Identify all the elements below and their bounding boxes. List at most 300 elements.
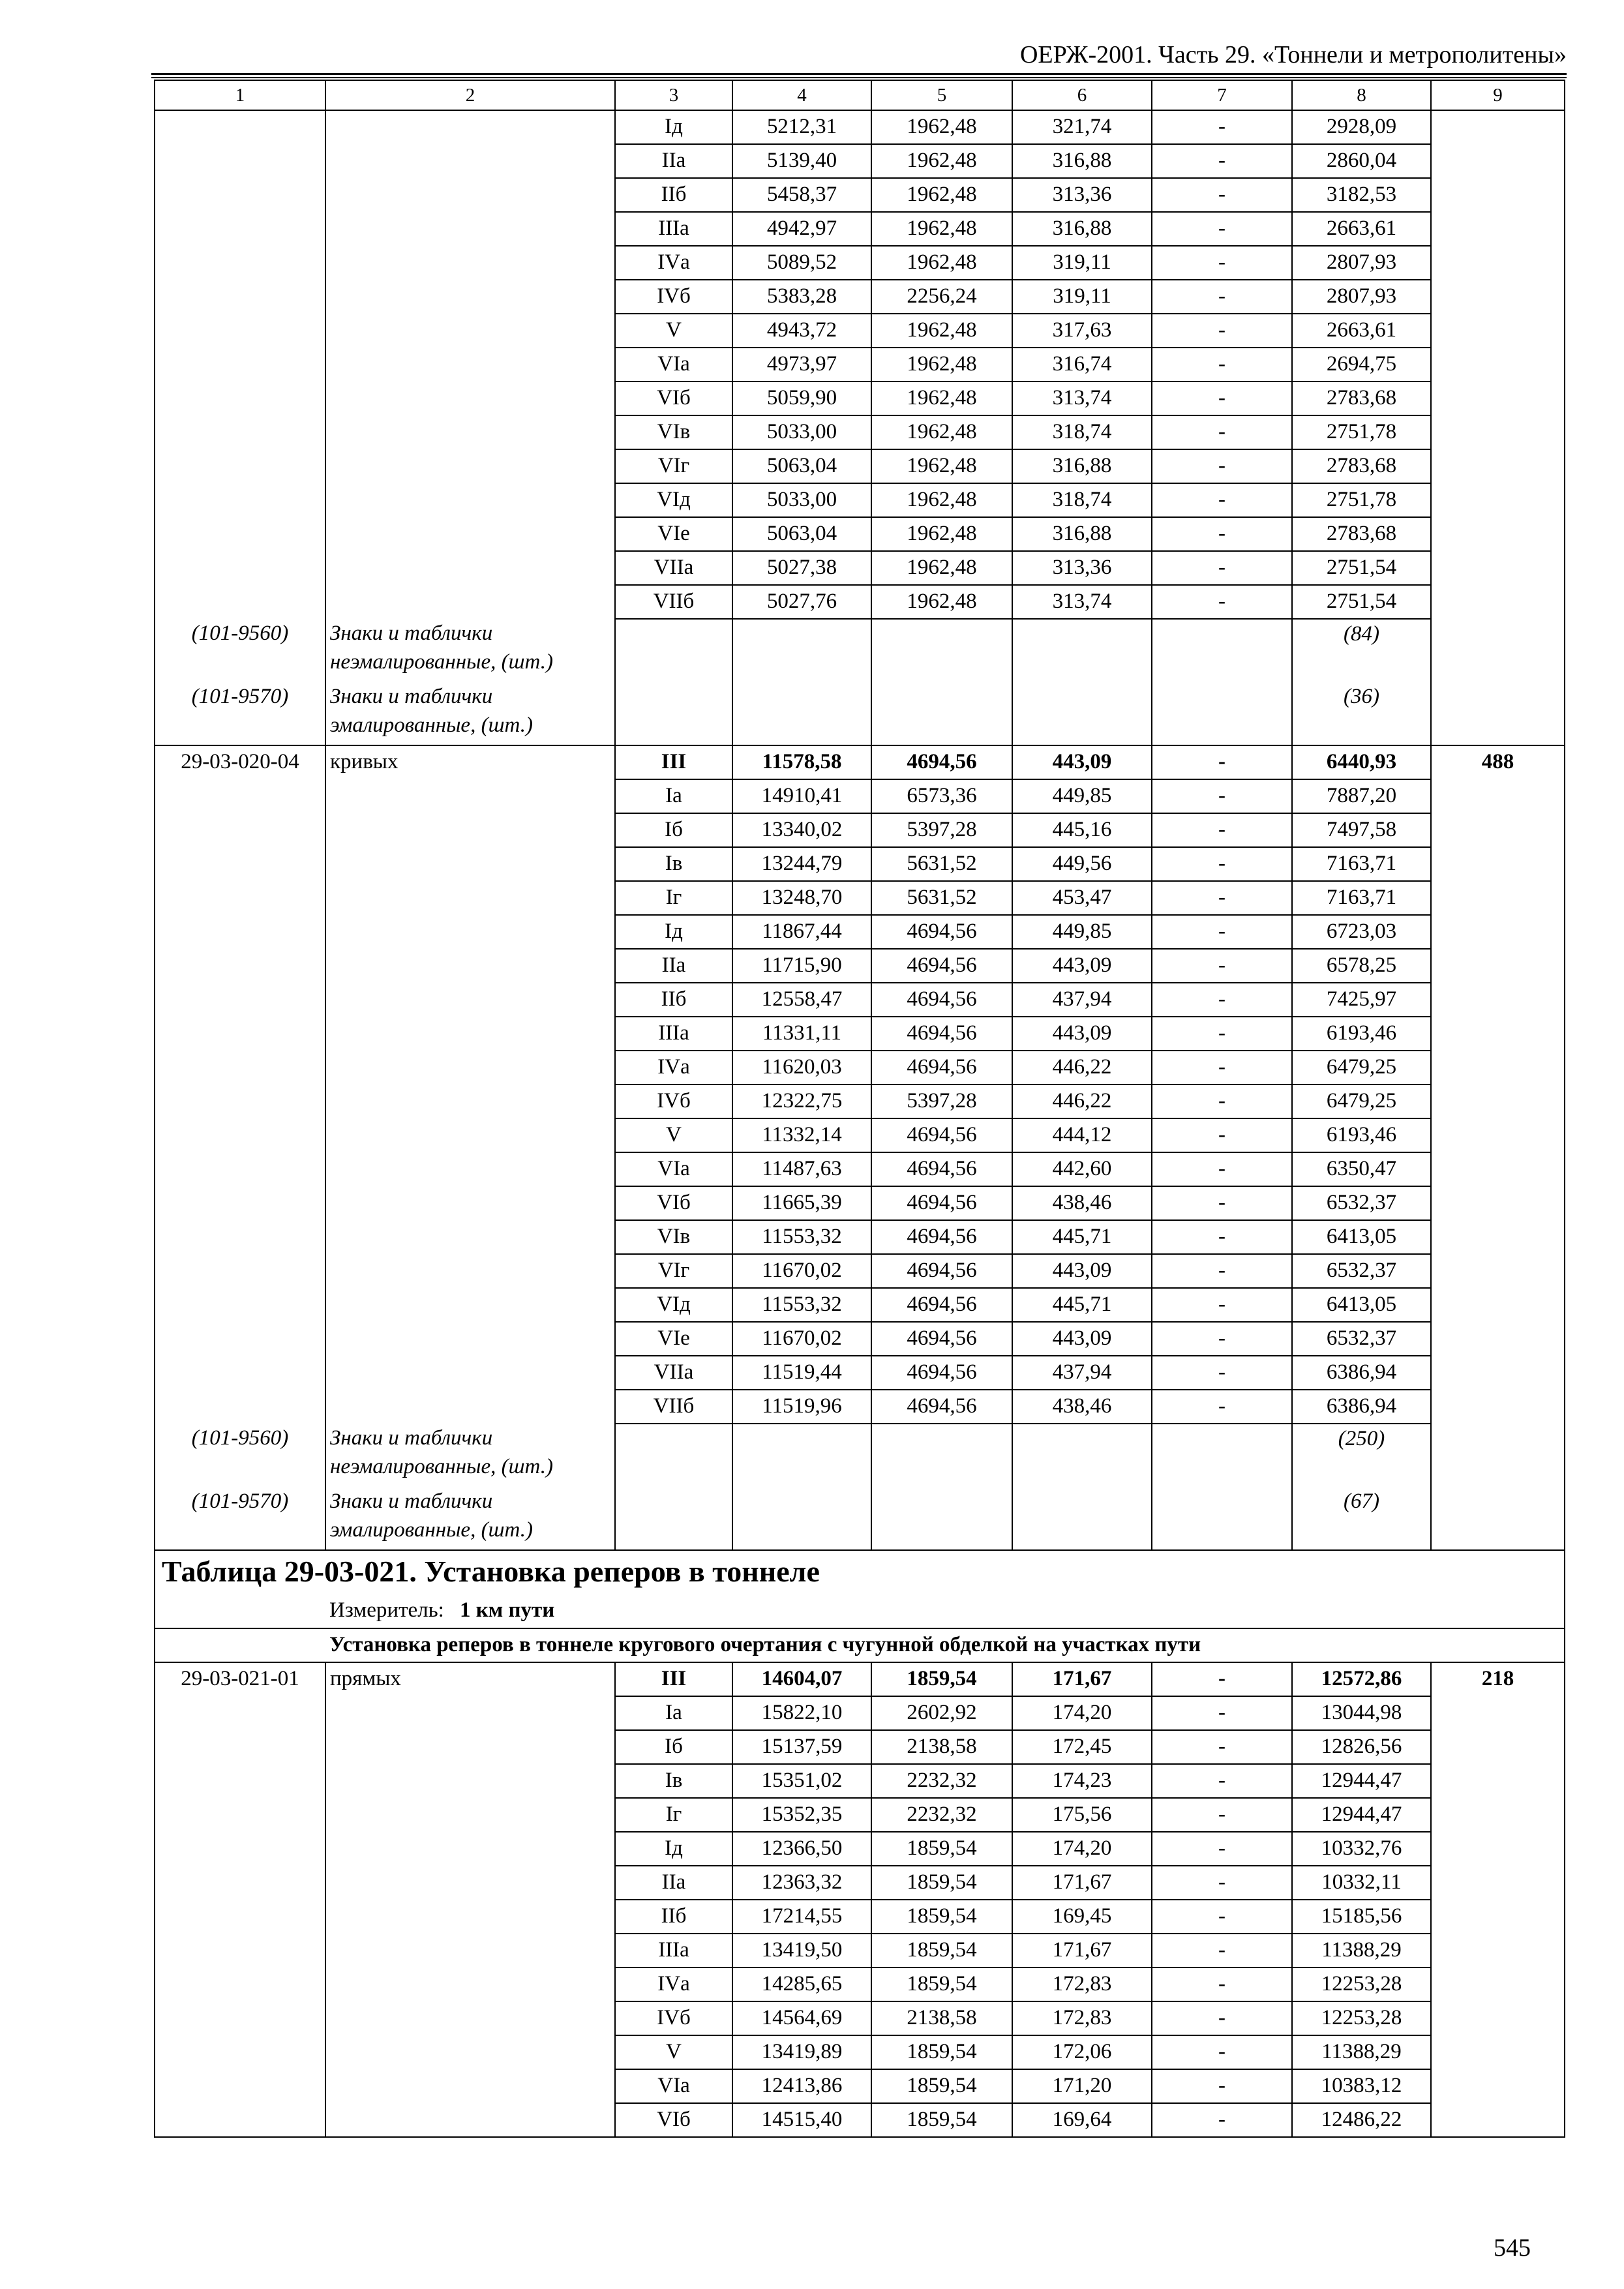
item-code [155,483,325,517]
driver-wage: - [1152,2069,1292,2103]
machine-cost: 445,71 [1012,1220,1152,1254]
empty-cell [1012,1487,1152,1550]
item-code [155,1730,325,1764]
driver-wage: - [1152,1662,1292,1696]
labor-cost [1431,449,1565,483]
item-code [155,983,325,1017]
total-cost: 11715,90 [732,949,871,983]
total-cost: 5059,90 [732,382,871,415]
total-cost: 5033,00 [732,483,871,517]
labor-cost [1431,915,1565,949]
materials-cost: 6479,25 [1292,1085,1431,1118]
zone-index: V [615,314,732,348]
materials-cost: 12826,56 [1292,1730,1431,1764]
zone-index: VIIа [615,1356,732,1390]
labor-cost [1431,847,1565,881]
table-row [155,144,1565,178]
machine-cost: 443,09 [1012,745,1152,779]
item-name: прямых [325,1662,615,1696]
labor-cost [1431,1220,1565,1254]
labor-cost [1431,2035,1565,2069]
total-cost: 5033,00 [732,415,871,449]
zone-index: VIд [615,483,732,517]
empty-cell [155,1594,325,1628]
labor-cost [1431,1152,1565,1186]
zone-index: IVб [615,1085,732,1118]
wage: 1962,48 [871,110,1012,144]
driver-wage: - [1152,1288,1292,1322]
labor-cost [1431,1730,1565,1764]
table-row [155,1254,1565,1288]
wage: 5631,52 [871,881,1012,915]
labor-cost [1431,144,1565,178]
wage: 4694,56 [871,1356,1012,1390]
total-cost: 4942,97 [732,212,871,246]
empty-cell [615,1424,732,1487]
zone-index: VIIб [615,1390,732,1424]
item-name [325,983,615,1017]
labor-cost [1431,246,1565,280]
empty-cell [871,682,1012,745]
table-row [155,585,1565,619]
item-code [155,1866,325,1900]
labor-cost [1431,551,1565,585]
labor-cost [1431,348,1565,382]
driver-wage: - [1152,2103,1292,2137]
item-code [155,212,325,246]
driver-wage: - [1152,1900,1292,1934]
empty-cell [1152,619,1292,682]
resource-name: Знаки и таблички неэмалированные, (шт.) [325,1424,615,1487]
item-name [325,847,615,881]
table-row [155,2103,1565,2137]
item-name [325,949,615,983]
driver-wage: - [1152,915,1292,949]
item-code [155,1390,325,1424]
materials-cost: 6350,47 [1292,1152,1431,1186]
machine-cost: 318,74 [1012,483,1152,517]
table-row [155,2035,1565,2069]
item-name [325,483,615,517]
wage: 4694,56 [871,983,1012,1017]
item-code [155,1051,325,1085]
zone-index: Iа [615,779,732,813]
machine-cost: 321,74 [1012,110,1152,144]
labor-cost [1431,983,1565,1017]
empty-cell [1152,1424,1292,1487]
resource-quantity: (67) [1292,1487,1431,1550]
zone-index: IIб [615,983,732,1017]
measure-label: Измеритель: [329,1598,444,1622]
labor-cost [1431,1696,1565,1730]
materials-cost: 11388,29 [1292,1934,1431,1967]
item-code [155,348,325,382]
table-row [155,246,1565,280]
wage: 1962,48 [871,212,1012,246]
materials-cost: 7163,71 [1292,881,1431,915]
resource-name: Знаки и таблички эмалированные, (шт.) [325,682,615,745]
item-name [325,246,615,280]
wage: 1962,48 [871,517,1012,551]
item-code [155,2001,325,2035]
labor-cost [1431,382,1565,415]
empty-cell [1152,1487,1292,1550]
driver-wage: - [1152,949,1292,983]
item-code [155,1220,325,1254]
table-row [155,1798,1565,1832]
wage: 4694,56 [871,1288,1012,1322]
table-title: Таблица 29-03-021. Установка реперов в тоннеле [155,1550,1565,1594]
zone-index: IVа [615,1967,732,2001]
item-code [155,915,325,949]
materials-cost: 6723,03 [1292,915,1431,949]
zone-index: Iв [615,847,732,881]
zone-index: Iг [615,1798,732,1832]
item-code [155,110,325,144]
column-number: 1 [155,80,325,110]
total-cost: 4973,97 [732,348,871,382]
wage: 1962,48 [871,382,1012,415]
materials-cost: 6413,05 [1292,1288,1431,1322]
machine-cost: 438,46 [1012,1186,1152,1220]
labor-cost: 218 [1431,1662,1565,1696]
item-name [325,382,615,415]
total-cost: 5212,31 [732,110,871,144]
wage: 4694,56 [871,1254,1012,1288]
driver-wage: - [1152,144,1292,178]
wage: 5631,52 [871,847,1012,881]
item-name [325,2103,615,2137]
item-name [325,1017,615,1051]
resource-note-row [155,1487,1565,1550]
item-name [325,2069,615,2103]
materials-cost: 2860,04 [1292,144,1431,178]
total-cost: 11519,44 [732,1356,871,1390]
resource-code: (101-9570) [155,1487,325,1550]
materials-cost: 12944,47 [1292,1764,1431,1798]
zone-index: VIа [615,1152,732,1186]
item-code [155,144,325,178]
driver-wage: - [1152,449,1292,483]
table-row [155,915,1565,949]
total-cost: 11519,96 [732,1390,871,1424]
wage: 4694,56 [871,1186,1012,1220]
materials-cost: 2751,54 [1292,585,1431,619]
machine-cost: 169,45 [1012,1900,1152,1934]
zone-index: Iд [615,1832,732,1866]
zone-index: IVа [615,1051,732,1085]
zone-index: IIа [615,949,732,983]
zone-index: IIIа [615,212,732,246]
item-name [325,1322,615,1356]
labor-cost [1431,1085,1565,1118]
driver-wage: - [1152,517,1292,551]
empty-cell [615,1487,732,1550]
machine-cost: 313,74 [1012,382,1152,415]
item-code [155,178,325,212]
labor-cost [1431,1798,1565,1832]
item-code [155,1967,325,2001]
materials-cost: 7887,20 [1292,779,1431,813]
zone-index: IIIа [615,1017,732,1051]
item-code [155,1288,325,1322]
machine-cost: 443,09 [1012,949,1152,983]
zone-index: IIIа [615,1934,732,1967]
driver-wage: - [1152,983,1292,1017]
total-cost: 14604,07 [732,1662,871,1696]
materials-cost: 12253,28 [1292,1967,1431,2001]
driver-wage: - [1152,1730,1292,1764]
machine-cost: 316,74 [1012,348,1152,382]
materials-cost: 6193,46 [1292,1017,1431,1051]
wage: 4694,56 [871,1220,1012,1254]
driver-wage: - [1152,1696,1292,1730]
item-name [325,449,615,483]
total-cost: 14515,40 [732,2103,871,2137]
labor-cost [1431,415,1565,449]
materials-cost: 12944,47 [1292,1798,1431,1832]
labor-cost [1431,1900,1565,1934]
item-name [325,1254,615,1288]
total-cost: 11620,03 [732,1051,871,1085]
item-name [325,1152,615,1186]
measure [325,1594,1565,1628]
materials-cost: 2783,68 [1292,382,1431,415]
wage: 4694,56 [871,1051,1012,1085]
machine-cost: 316,88 [1012,517,1152,551]
page-header: ОЕРЖ-2001. Часть 29. «Тоннели и метрополитены» [1019,41,1567,68]
item-code: 29-03-021-01 [155,1662,325,1696]
zone-index: IVб [615,2001,732,2035]
driver-wage: - [1152,1390,1292,1424]
table-row [155,2001,1565,2035]
machine-cost: 172,45 [1012,1730,1152,1764]
table-row [155,212,1565,246]
empty-cell [871,619,1012,682]
labor-cost [1431,949,1565,983]
total-cost: 11331,11 [732,1017,871,1051]
materials-cost: 6479,25 [1292,1051,1431,1085]
total-cost: 11670,02 [732,1254,871,1288]
materials-cost: 2807,93 [1292,246,1431,280]
labor-cost [1431,779,1565,813]
wage: 1962,48 [871,348,1012,382]
total-cost: 5027,76 [732,585,871,619]
driver-wage: - [1152,348,1292,382]
zone-index: VIе [615,1322,732,1356]
materials-cost: 2751,54 [1292,551,1431,585]
machine-cost: 438,46 [1012,1390,1152,1424]
empty-cell [1431,619,1565,682]
column-numbers-row [155,80,1565,110]
total-cost: 11867,44 [732,915,871,949]
table-row [155,1186,1565,1220]
machine-cost: 174,20 [1012,1832,1152,1866]
driver-wage: - [1152,110,1292,144]
column-number: 8 [1292,80,1431,110]
driver-wage: - [1152,1152,1292,1186]
zone-index: IIб [615,178,732,212]
table-row [155,517,1565,551]
driver-wage: - [1152,779,1292,813]
driver-wage: - [1152,1967,1292,2001]
materials-cost: 10332,11 [1292,1866,1431,1900]
labor-cost [1431,1934,1565,1967]
labor-cost [1431,1390,1565,1424]
table-row [155,1900,1565,1934]
labor-cost [1431,2069,1565,2103]
zone-index: IIа [615,1866,732,1900]
item-name [325,779,615,813]
zone-index: VIд [615,1288,732,1322]
wage: 4694,56 [871,745,1012,779]
labor-cost [1431,110,1565,144]
machine-cost: 449,85 [1012,915,1152,949]
item-name: кривых [325,745,615,779]
header-rule [151,77,1567,78]
wage: 1962,48 [871,585,1012,619]
materials-cost: 15185,56 [1292,1900,1431,1934]
item-name [325,1696,615,1730]
column-number: 9 [1431,80,1565,110]
item-code [155,280,325,314]
driver-wage: - [1152,280,1292,314]
table-row [155,1220,1565,1254]
materials-cost: 7163,71 [1292,847,1431,881]
driver-wage: - [1152,483,1292,517]
materials-cost: 6532,37 [1292,1186,1431,1220]
table-row [155,2069,1565,2103]
table-row [155,280,1565,314]
zone-index: III [615,1662,732,1696]
labor-cost [1431,1967,1565,2001]
item-name [325,1051,615,1085]
zone-index: IVб [615,280,732,314]
item-name [325,348,615,382]
table-title-row [155,1550,1565,1594]
item-code [155,415,325,449]
wage: 6573,36 [871,779,1012,813]
machine-cost: 172,06 [1012,2035,1152,2069]
table-row [155,1764,1565,1798]
wage: 1962,48 [871,449,1012,483]
wage: 1962,48 [871,415,1012,449]
labor-cost: 488 [1431,745,1565,779]
zone-index: V [615,2035,732,2069]
total-cost: 15351,02 [732,1764,871,1798]
wage: 5397,28 [871,813,1012,847]
zone-index: Iб [615,1730,732,1764]
wage: 1962,48 [871,483,1012,517]
item-code [155,1764,325,1798]
machine-cost: 313,74 [1012,585,1152,619]
machine-cost: 318,74 [1012,415,1152,449]
driver-wage: - [1152,1322,1292,1356]
wage: 4694,56 [871,1118,1012,1152]
table-row [155,813,1565,847]
materials-cost: 6440,93 [1292,745,1431,779]
item-code [155,1900,325,1934]
empty-cell [1431,682,1565,745]
materials-cost: 11388,29 [1292,2035,1431,2069]
column-number: 6 [1012,80,1152,110]
machine-cost: 449,85 [1012,779,1152,813]
resource-quantity: (250) [1292,1424,1431,1487]
machine-cost: 446,22 [1012,1085,1152,1118]
driver-wage: - [1152,1832,1292,1866]
column-number: 4 [732,80,871,110]
machine-cost: 316,88 [1012,144,1152,178]
total-cost: 13244,79 [732,847,871,881]
table-row [155,1967,1565,2001]
page-number: 545 [1494,2234,1531,2262]
item-name [325,517,615,551]
zone-index: IIб [615,1900,732,1934]
labor-cost [1431,1186,1565,1220]
zone-index: VIа [615,2069,732,2103]
wage: 1962,48 [871,551,1012,585]
item-code [155,1832,325,1866]
wage: 2138,58 [871,2001,1012,2035]
empty-cell [732,1487,871,1550]
wage: 1859,54 [871,2035,1012,2069]
item-code [155,813,325,847]
zone-index: VIб [615,1186,732,1220]
item-code [155,881,325,915]
empty-cell [1152,682,1292,745]
materials-cost: 10383,12 [1292,2069,1431,2103]
zone-index: IIа [615,144,732,178]
empty-cell [871,1424,1012,1487]
item-name [325,1764,615,1798]
table-row [155,1696,1565,1730]
header-rule [151,73,1567,75]
labor-cost [1431,881,1565,915]
item-name [325,585,615,619]
table-row [155,178,1565,212]
machine-cost: 443,09 [1012,1017,1152,1051]
item-code [155,779,325,813]
zone-index: VIIа [615,551,732,585]
materials-cost: 2694,75 [1292,348,1431,382]
table-row [155,1390,1565,1424]
resource-name: Знаки и таблички неэмалированные, (шт.) [325,619,615,682]
table-row [155,551,1565,585]
item-name [325,1934,615,1967]
total-cost: 5089,52 [732,246,871,280]
item-name [325,1390,615,1424]
wage: 1859,54 [871,1967,1012,2001]
materials-cost: 12253,28 [1292,2001,1431,2035]
wage: 4694,56 [871,949,1012,983]
measure-value: 1 км пути [460,1598,555,1622]
resource-code: (101-9560) [155,619,325,682]
total-cost: 12413,86 [732,2069,871,2103]
driver-wage: - [1152,745,1292,779]
zone-index: VIб [615,2103,732,2137]
wage: 2232,32 [871,1764,1012,1798]
item-name [325,2001,615,2035]
driver-wage: - [1152,1934,1292,1967]
rates-table [154,80,1565,2138]
zone-index: VIг [615,1254,732,1288]
wage: 1962,48 [871,178,1012,212]
machine-cost: 453,47 [1012,881,1152,915]
materials-cost: 6532,37 [1292,1254,1431,1288]
materials-cost: 6413,05 [1292,1220,1431,1254]
wage: 1859,54 [871,1832,1012,1866]
total-cost: 11670,02 [732,1322,871,1356]
